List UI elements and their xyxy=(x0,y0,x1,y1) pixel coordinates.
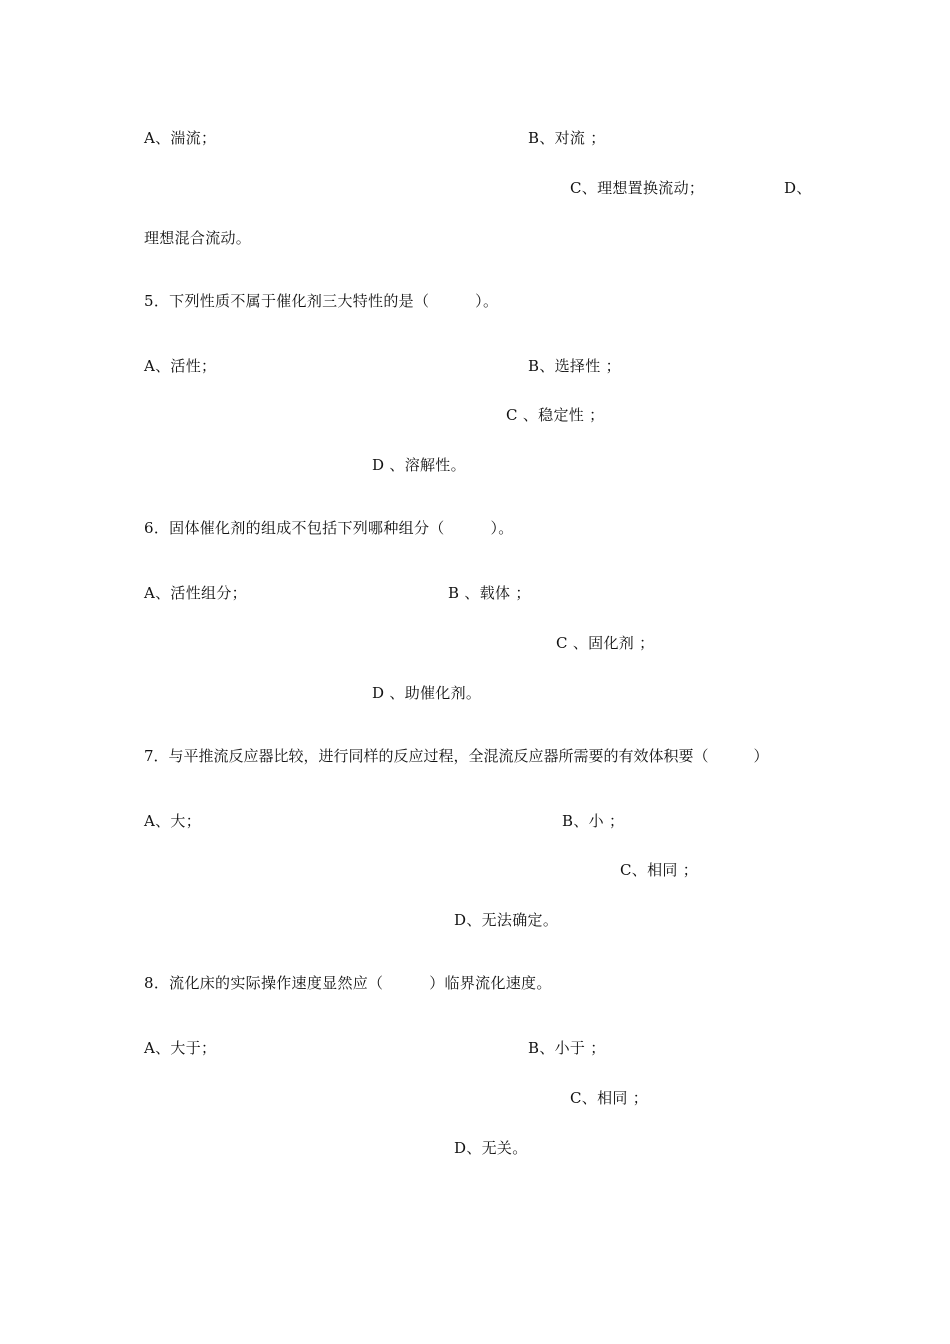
q8-option-c: C、相同 ； xyxy=(570,1089,649,1107)
q4-option-b: B、对流 ； xyxy=(528,129,606,147)
q4-option-a: A、湍流； xyxy=(144,129,217,147)
q5-option-b: B、选择性 ； xyxy=(528,357,621,375)
q6-option-d: D 、助催化剂。 xyxy=(372,684,482,702)
q8-option-d: D、无关。 xyxy=(454,1139,528,1157)
q8-stem: 8．流化床的实际操作速度显然应（ ）临界流化速度。 xyxy=(144,974,552,992)
q6-option-c: C 、固化剂 ； xyxy=(556,634,655,652)
q5-option-a: A、活性； xyxy=(144,357,217,375)
q8-option-b: B、小于 ； xyxy=(528,1039,606,1057)
q4-option-d-prefix: D、 xyxy=(784,179,812,197)
q7-stem: 7．与平推流反应器比较，进行同样的反应过程，全混流反应器所需要的有效体积要（ ） xyxy=(144,747,769,765)
q4-option-d-continuation: 理想混合流动。 xyxy=(144,229,252,247)
q5-option-c: C 、稳定性 ； xyxy=(506,406,605,424)
q5-stem: 5．下列性质不属于催化剂三大特性的是（ ）。 xyxy=(144,292,499,310)
q5-option-d: D 、溶解性。 xyxy=(372,456,466,474)
q7-option-d: D、无法确定。 xyxy=(454,911,559,929)
q6-option-a: A、活性组分； xyxy=(144,584,247,602)
q7-option-b: B、小 ； xyxy=(562,812,625,830)
q7-option-c: C、相同 ； xyxy=(620,861,699,879)
q7-option-a: A、大； xyxy=(144,812,202,830)
q4-option-c: C、理想置换流动； xyxy=(570,179,705,197)
q8-option-a: A、大于； xyxy=(144,1039,217,1057)
q6-stem: 6．固体催化剂的组成不包括下列哪种组分（ ）。 xyxy=(144,519,514,537)
q6-option-b: B 、载体 ； xyxy=(448,584,531,602)
